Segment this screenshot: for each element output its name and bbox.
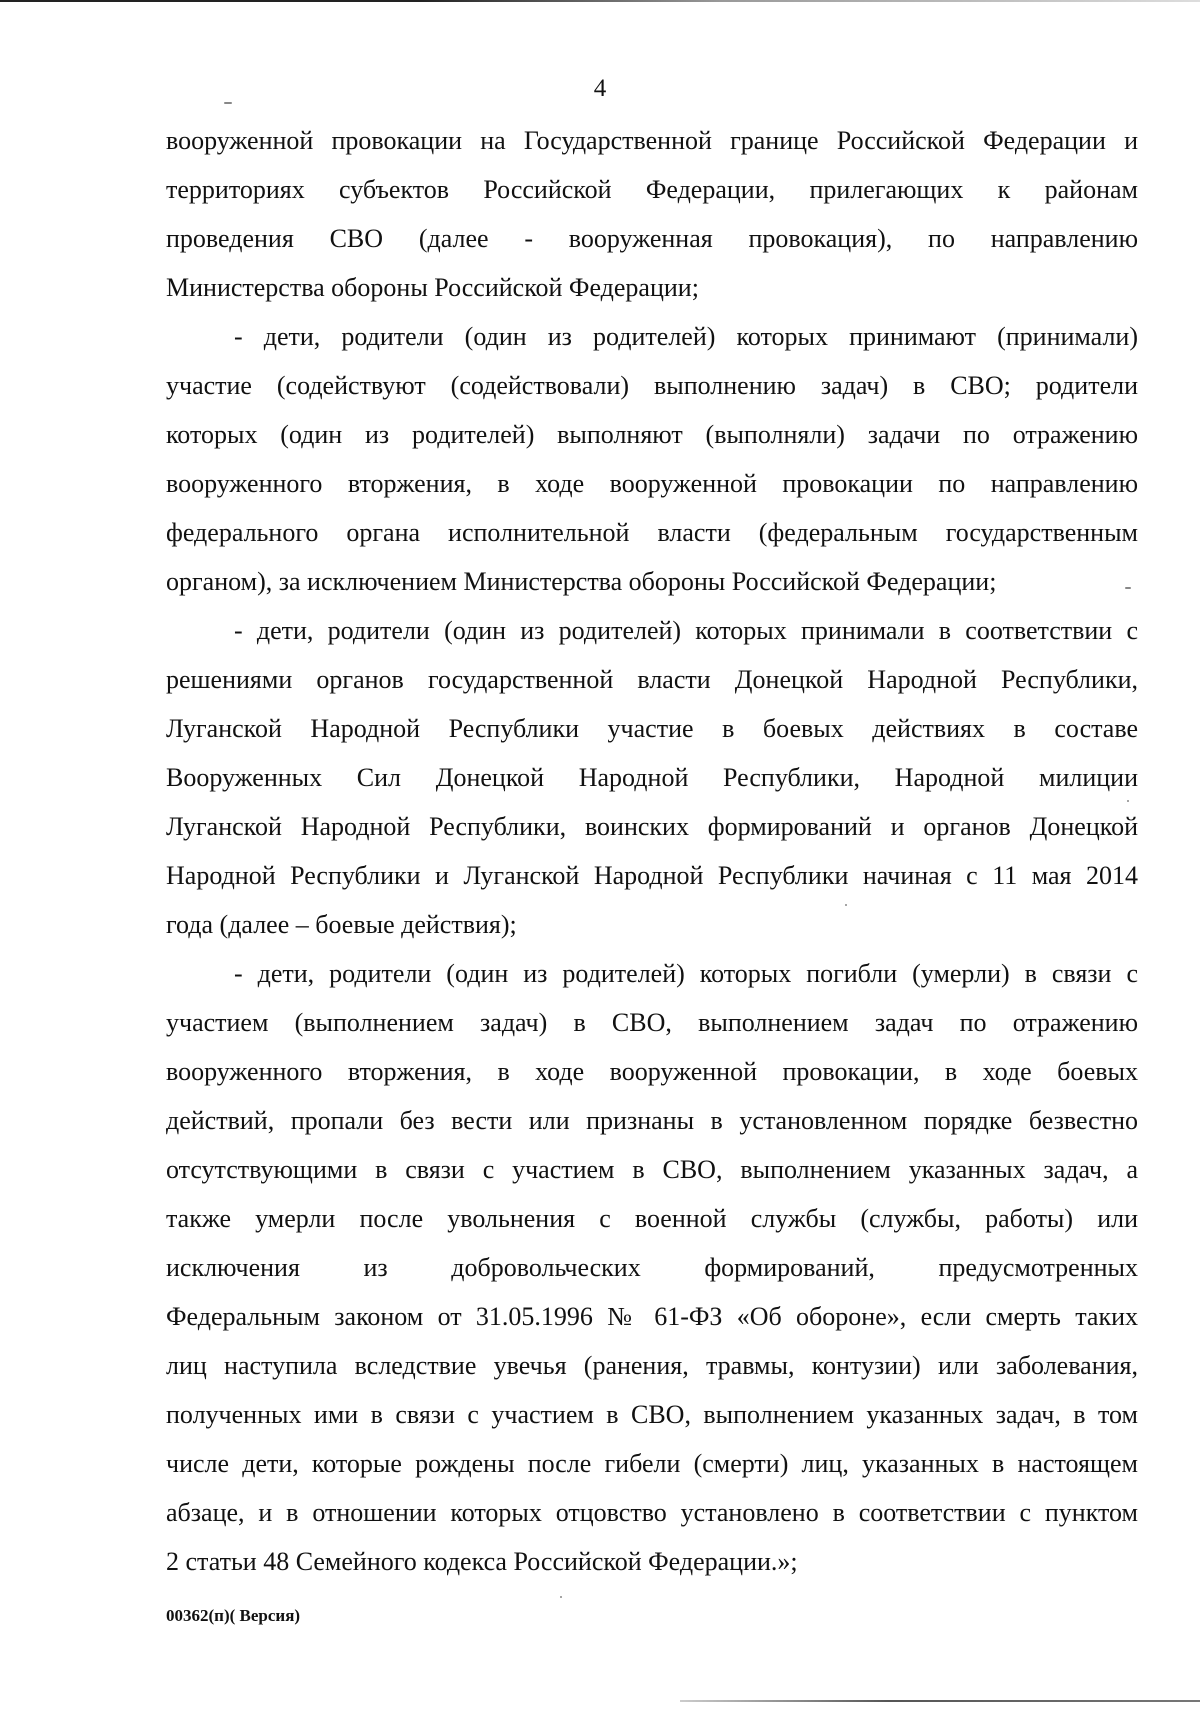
text-line: проведения СВО (далее - вооруженная провокация), по направлению bbox=[166, 224, 1138, 253]
text-line: участие (содействуют (содействовали) выполнению задач) в СВО; родители bbox=[166, 371, 1138, 400]
text-line: территориях субъектов Российской Федерации, прилегающих к районам bbox=[166, 175, 1138, 204]
text-line: 2 статьи 48 Семейного кодекса Российской Федерации.»; bbox=[166, 1547, 798, 1576]
text-line: которых (один из родителей) выполняют (выполняли) задачи по отражению bbox=[166, 420, 1138, 449]
text-line: числе дети, которые рождены после гибели (смерти) лиц, указанных в настоящем bbox=[166, 1449, 1138, 1478]
paragraph-start-line: - дети, родители (один из родителей) которых погибли (умерли) в связи с bbox=[234, 959, 1138, 988]
text-line: Федеральным законом от 31.05.1996 № 61-ФЗ «Об обороне», если смерть таких bbox=[166, 1302, 1138, 1331]
text-line: лиц наступила вследствие увечья (ранения, травмы, контузии) или заболевания, bbox=[166, 1351, 1138, 1380]
page-number: 4 bbox=[593, 75, 607, 102]
text-line: Луганской Народной Республики, воинских формирований и органов Донецкой bbox=[166, 812, 1138, 841]
scan-speck bbox=[560, 1596, 562, 1598]
text-line: исключения из добровольческих формирований, предусмотренных bbox=[166, 1253, 1138, 1282]
document-footer-code: 00362(п)( Версия) bbox=[166, 1606, 301, 1625]
paragraph-start-line: - дети, родители (один из родителей) которых принимают (принимали) bbox=[234, 322, 1138, 351]
text-line: абзаце, и в отношении которых отцовство установлено в соответствии с пунктом bbox=[166, 1498, 1138, 1527]
text-line: вооруженного вторжения, в ходе вооруженной провокации, в ходе боевых bbox=[166, 1057, 1138, 1086]
text-line: Вооруженных Сил Донецкой Народной Республики, Народной милиции bbox=[166, 763, 1138, 792]
text-line: Министерства обороны Российской Федерации; bbox=[166, 273, 699, 302]
text-line: Луганской Народной Республики участие в боевых действиях в составе bbox=[166, 714, 1138, 743]
text-line: органом), за исключением Министерства обороны Российской Федерации; bbox=[166, 567, 997, 596]
scan-top-edge bbox=[0, 0, 1200, 2]
text-line: федерального органа исполнительной власти (федеральным государственным bbox=[166, 518, 1138, 547]
text-line: полученных ими в связи с участием в СВО, выполнением указанных задач, в том bbox=[166, 1400, 1138, 1429]
paragraph-start-line: - дети, родители (один из родителей) которых принимали в соответствии с bbox=[234, 616, 1138, 645]
text-line: Народной Республики и Луганской Народной Республики начиная с 11 мая 2014 bbox=[166, 861, 1138, 890]
text-line: действий, пропали без вести или признаны в установленном порядке безвестно bbox=[166, 1106, 1138, 1135]
text-line: вооруженной провокации на Государственной границе Российской Федерации и bbox=[166, 126, 1138, 155]
document-body bbox=[166, 116, 1138, 1586]
text-line: года (далее – боевые действия); bbox=[166, 910, 517, 939]
text-line: также умерли после увольнения с военной службы (службы, работы) или bbox=[166, 1204, 1138, 1233]
text-line: отсутствующими в связи с участием в СВО, выполнением указанных задач, а bbox=[166, 1155, 1138, 1184]
text-line: вооруженного вторжения, в ходе вооруженной провокации по направлению bbox=[166, 469, 1138, 498]
text-line: решениями органов государственной власти Донецкой Народной Республики, bbox=[166, 665, 1138, 694]
text-line: участием (выполнением задач) в СВО, выполнением задач по отражению bbox=[166, 1008, 1138, 1037]
scan-bottom-edge bbox=[680, 1700, 1200, 1702]
